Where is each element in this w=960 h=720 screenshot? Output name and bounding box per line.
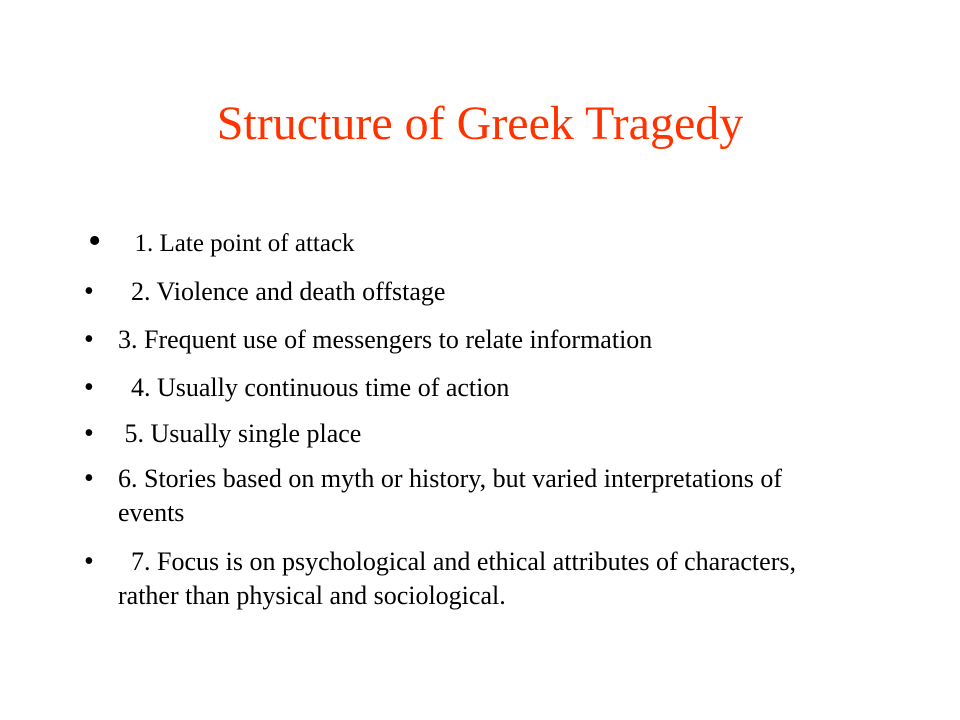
bullet-dot-icon: • [88,220,102,262]
bullet-dot-icon: • [84,418,94,449]
bullet-text: 7. Focus is on psychological and ethical attributes of characters, rather than physical and sociological. [118,547,803,610]
bullet-text: 6. Stories based on myth or history, but varied interpretations of events [118,464,789,527]
bullet-text: 3. Frequent use of messengers to relate information [118,325,653,354]
bullet-text: 1. Late point of attack [122,230,355,257]
bullet-text: 2. Violence and death offstage [118,277,446,306]
bullet-dot-icon: • [84,324,94,355]
bullet-dot-icon: • [84,276,94,307]
bullet-dot-icon: • [84,372,94,403]
slide-title: Structure of Greek Tragedy [216,97,744,150]
bullet-dot-icon: • [84,463,94,494]
bullet-text: 5. Usually single place [118,419,362,448]
bullet-dot-icon: • [84,546,94,577]
bullet-text: 4. Usually continuous time of action [118,373,510,402]
